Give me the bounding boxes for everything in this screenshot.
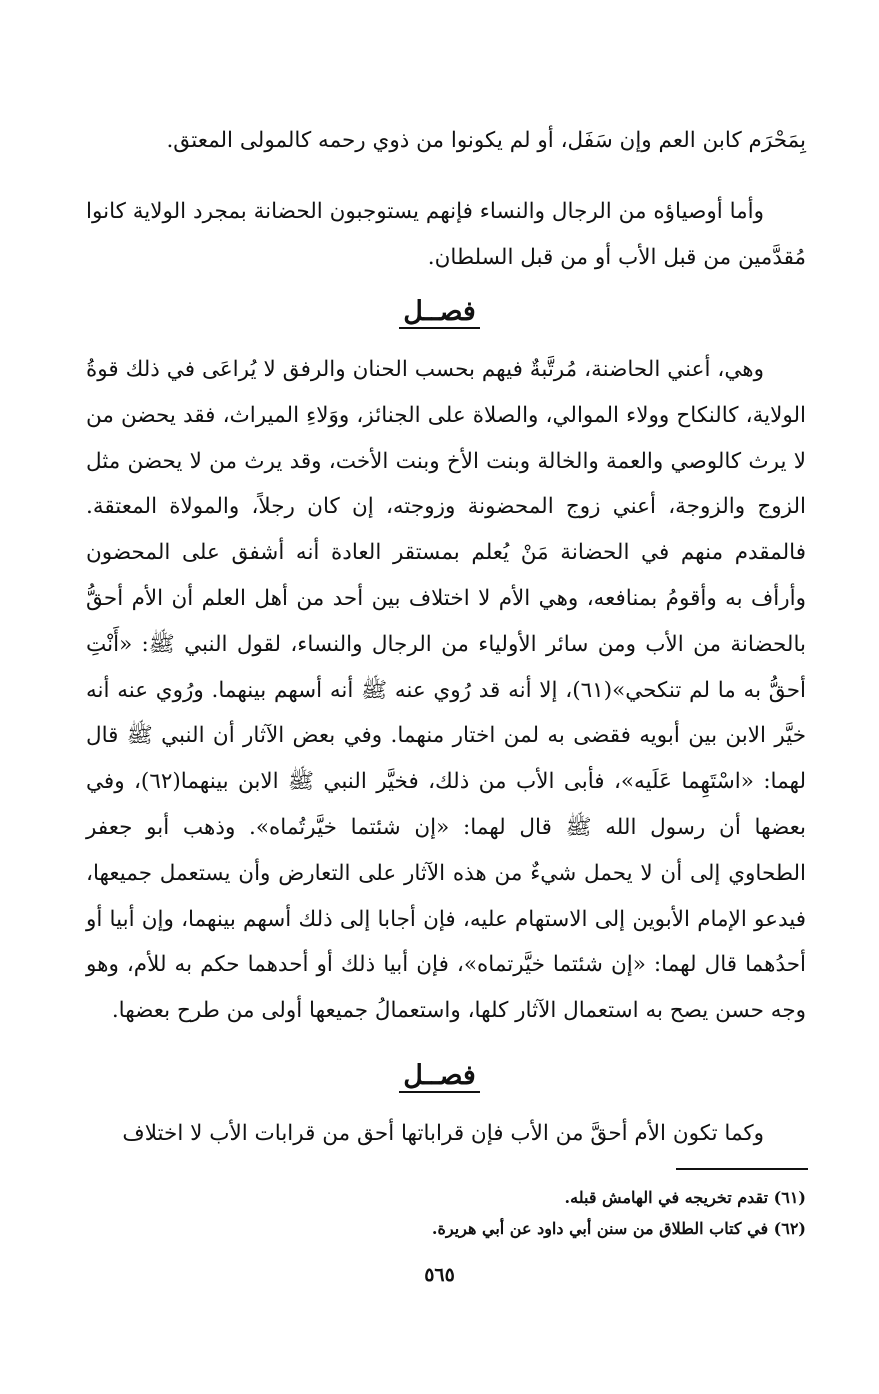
section-heading-2: [0, 1056, 879, 1096]
footnote-61: (٦١) تقدم تخريجه في الهامش قبله.: [564, 1188, 806, 1207]
section-heading-2-text: فصــل: [399, 1061, 480, 1093]
paragraph-guardians: وأما أوصياؤه من الرجال والنساء فإنهم يستوجبون الحضانة بمجرد الولاية كانوا مُقدَّمين من قبل الأب أو من قبل السلطان.: [86, 199, 806, 270]
footnotes: [86, 1182, 806, 1244]
page-number: ٥٦٥: [424, 1264, 455, 1286]
paragraph-custody: وهي، أعني الحاضنة، مُرتَّبةٌ فيهم بحسب الحنان والرفق لا يُراعَى في ذلك قوةُ الولاية، كالنكاح وولاء الموالي، والصلاة على الجنائز، ووَلاءِ الميراث، فقد يحضن من لا يرث كالوصي والعمة والخالة وبنت الأخ وبنت الأخت، وقد يرث من لا يحضن مثل الزوج والزوجة، أعني زوج المحضونة وزوجته، إن كان رجلاً، والمولاة المعتقة. فالمقدم منهم في الحضانة مَنْ يُعلم بمستقر العادة أنه أشفق على المحضون وأرأف به وأقومُ بمنافعه، وهي الأم لا اختلاف بين أحد من أهل العلم أن الأم أحقُّ بالحضانة من الأب ومن سائر الأولياء من الرجال والنساء، لقول النبي ﷺ: «أَنْتِ أحقُّ به ما لم تنكحي»(٦١)، إلا أنه قد رُوي عنه ﷺ أنه أسهم بينهما. ورُوي عنه أنه خيَّر الابن بين أبويه فقضى به لمن اختار منهما. وفي بعض الآثار أن النبي ﷺ قال لهما: «اسْتَهِما عَلَيه»، فأبى الأب من ذلك، فخيَّر النبي ﷺ الابن بينهما(٦٢)، وفي بعضها أن رسول الله ﷺ قال لهما: «إن شئتما خيَّرتُماه». وذهب أبو جعفر الطحاوي إلى أن لا يحمل شيءٌ من هذه الآثار على التعارض وأن يستعمل جميعها، فيدعو الإمام الأبوين إلى الاستهام عليه، فإن أجابا إلى ذلك أسهم بينهما، وإن أبيا أو أحدُهما قال لهما: «إن شئتما خيَّرتماه»، فإن أبيا ذلك أو أحدهما حكم به للأم، وهو وجه حسن يصح به استعمال الآثار كلها، واستعمالُ جميعها أولى من طرح بعضها.: [86, 357, 807, 1024]
section-heading-1: [0, 292, 879, 332]
footnote-62: (٦٢) في كتاب الطلاق من سنن أبي داود عن أبي هريرة.: [431, 1219, 806, 1238]
section-heading-1-text: فصــل: [399, 297, 480, 329]
paragraph-continuation: بِمَحْرَم كابن العم وإن سَفَل، أو لم يكونوا من ذوي رحمه كالمولى المعتق.: [166, 128, 806, 153]
paragraph-maternal-relatives: وكما تكون الأم أحقَّ من الأب فإن قراباتها أحق من قرابات الأب لا اختلاف: [122, 1121, 764, 1146]
footnote-divider: [676, 1168, 808, 1170]
